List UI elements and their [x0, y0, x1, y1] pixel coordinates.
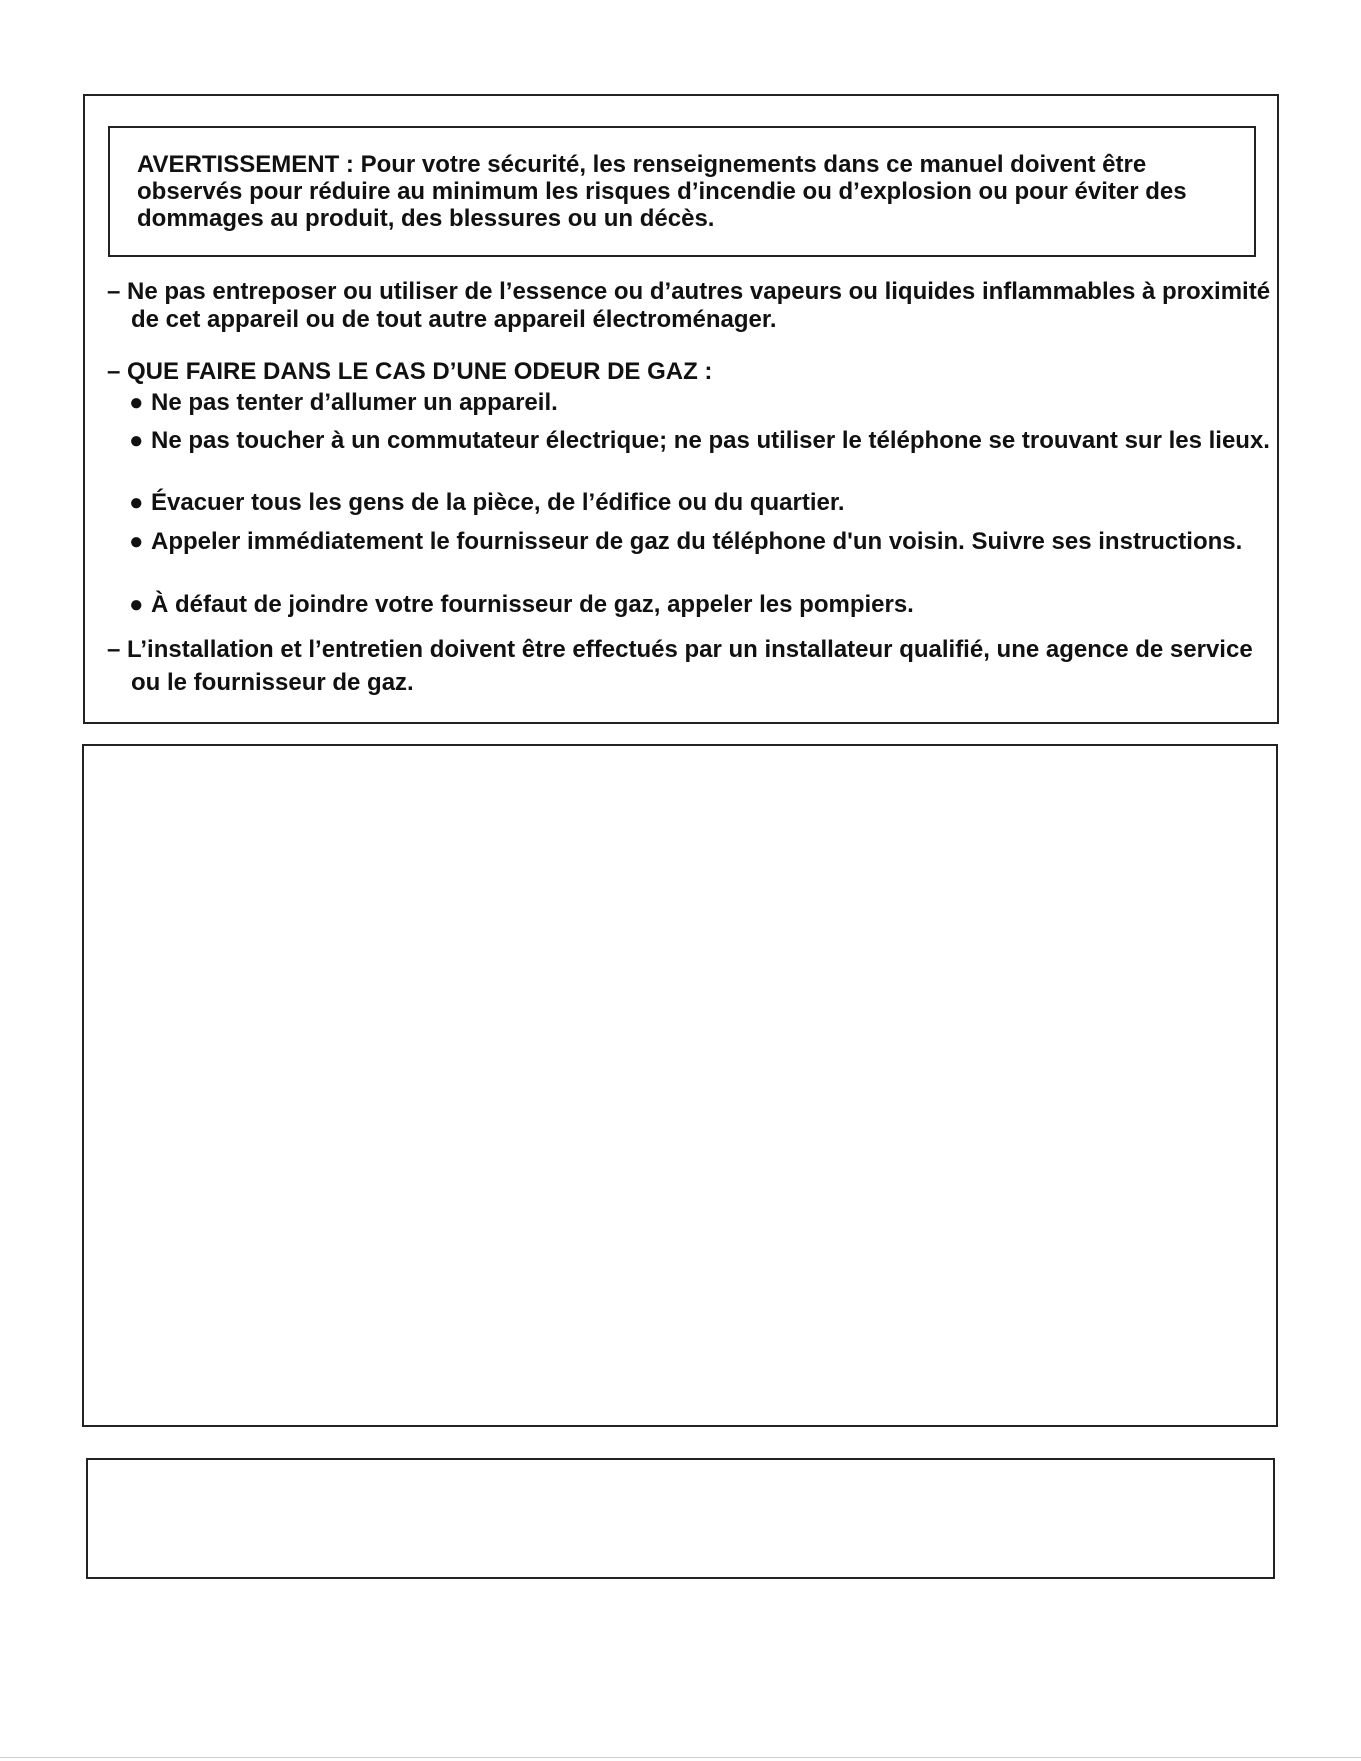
empty-content-box: [82, 744, 1278, 1427]
bullet-icon: ●: [129, 389, 144, 416]
bullet-icon: ●: [129, 591, 144, 618]
page-bottom-rule: [0, 1757, 1361, 1758]
warning-statement-box: [108, 126, 1256, 257]
bullet-text: Évacuer tous les gens de la pièce, de l’édifice ou du quartier.: [151, 489, 845, 516]
instruction-qualified-installer: – L’installation et l’entretien doivent être effectués par un installateur qualifié, une agence de service ou le fournisseur de gaz.: [107, 636, 1253, 696]
bullet-item: [129, 529, 1271, 555]
bullet-icon: ●: [129, 489, 144, 516]
bullet-item: [129, 390, 1271, 416]
safety-warning-box: [83, 94, 1279, 724]
bullet-item: [129, 592, 1271, 618]
bullet-item: [129, 490, 1271, 516]
bullet-text: Ne pas tenter d’allumer un appareil.: [151, 389, 558, 416]
warning-statement-text: AVERTISSEMENT : Pour votre sécurité, les renseignements dans ce manuel doivent être observés pour réduire au minimum les risques d’incendie ou d’explosion ou pour éviter des dommages au produit, des blessures ou un décès.: [137, 151, 1187, 232]
bullet-text: Appeler immédiatement le fournisseur de gaz du téléphone d'un voisin. Suivre ses instructions.: [151, 528, 1243, 555]
bullet-icon: ●: [129, 528, 144, 555]
bullet-text: À défaut de joindre votre fournisseur de gaz, appeler les pompiers.: [151, 591, 914, 618]
instruction-no-flammables: – Ne pas entreposer ou utiliser de l’essence ou d’autres vapeurs ou liquides inflammables à proximité de cet appareil ou de tout autre appareil électroménager.: [107, 278, 1271, 333]
bullet-icon: ●: [129, 427, 144, 454]
bullet-text: Ne pas toucher à un commutateur électrique; ne pas utiliser le téléphone se trouvant sur les lieux.: [151, 427, 1270, 454]
gas-odor-heading: – QUE FAIRE DANS LE CAS D’UNE ODEUR DE GAZ :: [107, 358, 713, 385]
empty-footer-box: [86, 1458, 1275, 1579]
bullet-item: [129, 428, 1271, 454]
